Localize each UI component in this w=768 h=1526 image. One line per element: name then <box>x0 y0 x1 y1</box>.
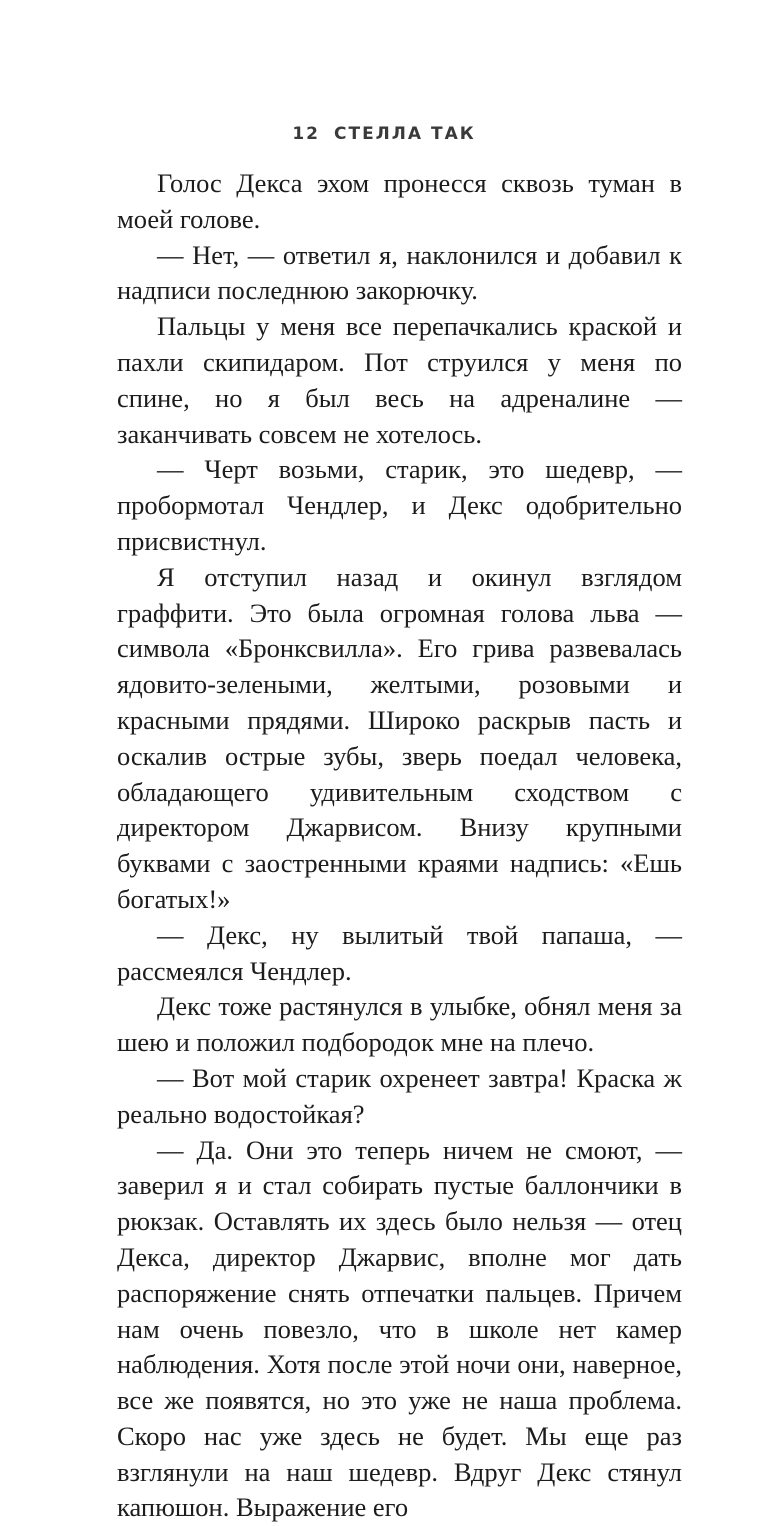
page-number: 12 <box>292 124 320 144</box>
running-head-author: СТЕЛЛА ТАК <box>334 124 476 144</box>
paragraph: — Декс, ну вылитый твой папаша, — рассмеялся Чендлер. <box>117 919 682 986</box>
paragraph: — Вот мой старик охренеет завтра! Краска ж реально водостойкая? <box>117 1062 682 1129</box>
paragraph: — Да. Они это теперь ничем не смоют, — заверил я и стал собирать пустые баллончики в рюкзак. Оставлять их здесь было нельзя — отец Декса, директор Джарвис, вполне мог дать распоряжение снять отпечатки пальцев. Причем нам очень повезло, что в школе нет камер наблюдения. Хотя после этой ночи они, наверное, все же появятся, но это уже не наша проблема. Скоро нас уже здесь не будет. Мы еще раз взглянули на наш шедевр. Вдруг Декс стянул капюшон. Выражение его <box>117 1134 682 1523</box>
paragraph: Голос Декса эхом пронесся сквозь туман в моей голове. <box>117 168 682 234</box>
running-head <box>0 124 768 144</box>
paragraph: Пальцы у меня все перепачкались краской и пахли скипидаром. Пот струился у меня по спине, но я был весь на адреналине — заканчивать совсем не хотелось. <box>117 311 682 449</box>
paragraph: — Черт возьми, старик, это шедевр, — пробормотал Чендлер, и Декс одобрительно присвистнул. <box>117 454 682 556</box>
paragraph: Декс тоже растянулся в улыбке, обнял меня за шею и положил подбородок мне на плечо. <box>117 991 682 1058</box>
paragraph: — Нет, — ответил я, наклонился и добавил к надписи последнюю закорючку. <box>117 239 682 306</box>
body-text <box>117 166 682 1526</box>
paragraph: Я отступил назад и окинул взглядом граффити. Это была огромная голова льва — символа «Бронксвилла». Его грива развевалась ядовито-зелеными, желтыми, розовыми и красными прядями. Широко раскрыв пасть и оскалив острые зубы, зверь поедал человека, обладающего удивительным сходством с директором Джарвисом. Внизу крупными буквами с заостренными краями надпись: «Ешь богатых!» <box>117 561 682 914</box>
